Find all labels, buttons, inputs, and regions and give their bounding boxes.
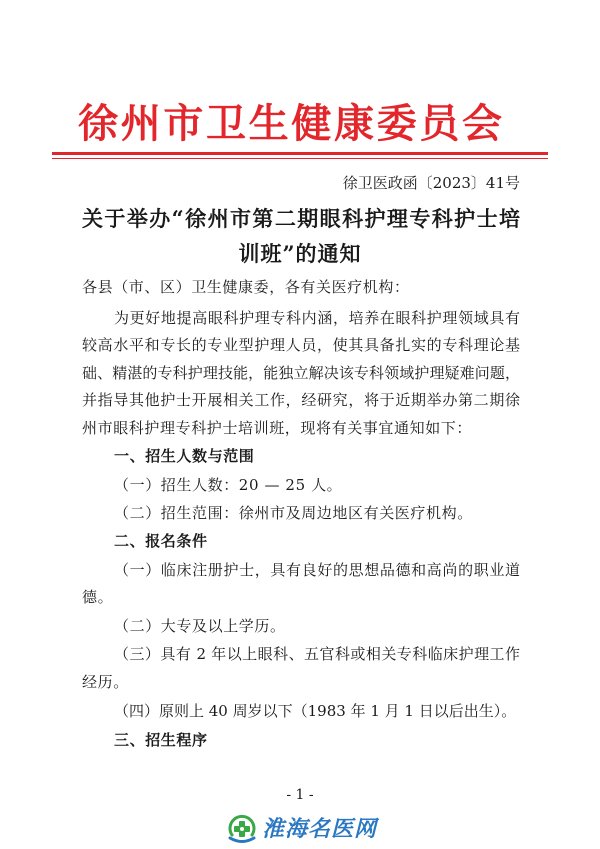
section-item-continuation: 德。 bbox=[82, 588, 114, 606]
body-line: 并指导其他护士开展相关工作，经研究，将于近期举办第二期徐 bbox=[82, 391, 520, 409]
body-line: 州市眼科护理专科护士培训班，现将有关事宜通知如下： bbox=[82, 419, 473, 437]
section-item: （二）大专及以上学历。 bbox=[114, 617, 286, 635]
document-title-line: 训班”的通知 bbox=[238, 241, 362, 266]
body-line: 础、精湛的专科护理技能，能独立解决该专科领域护理疑难问题， bbox=[82, 364, 520, 382]
document-number: 徐卫医政函〔2023〕41号 bbox=[342, 174, 520, 192]
red-header-rule bbox=[52, 152, 548, 155]
medical-cross-logo-icon bbox=[226, 813, 258, 845]
red-header-rule-thin bbox=[52, 158, 548, 159]
page-number: - 1 - bbox=[286, 787, 314, 803]
site-logo-text: 淮海名医网 bbox=[262, 816, 378, 842]
body-line: 为更好地提高眼科护理专科内涵，培养在眼科护理领域具有 bbox=[114, 309, 520, 327]
section-item-continuation: 经历。 bbox=[82, 673, 129, 691]
issuing-organization: 徐州市卫生健康委员会 bbox=[78, 100, 502, 147]
section-item: （三）具有 2 年以上眼科、五官科或相关专科临床护理工作 bbox=[114, 645, 520, 663]
document-title-line: 关于举办“徐州市第二期眼科护理专科护士培 bbox=[82, 206, 520, 231]
section-item: （一）招生人数：20 — 25 人。 bbox=[114, 476, 343, 494]
body-line: 较高水平和专长的专业型护理人员，使其具备扎实的专科理论基 bbox=[82, 336, 520, 354]
section-heading: 一、招生人数与范围 bbox=[114, 447, 255, 465]
section-item: （四）原则上 40 周岁以下（1983 年 1 月 1 日以后出生）。 bbox=[114, 702, 517, 720]
section-item: （一）临床注册护士，具有良好的思想品德和高尚的职业道 bbox=[114, 561, 520, 579]
section-heading: 二、报名条件 bbox=[114, 532, 208, 550]
section-item: （二）招生范围：徐州市及周边地区有关医疗机构。 bbox=[114, 504, 473, 522]
section-heading: 三、招生程序 bbox=[114, 731, 208, 749]
salutation: 各县（市、区）卫生健康委，各有关医疗机构： bbox=[82, 278, 410, 296]
